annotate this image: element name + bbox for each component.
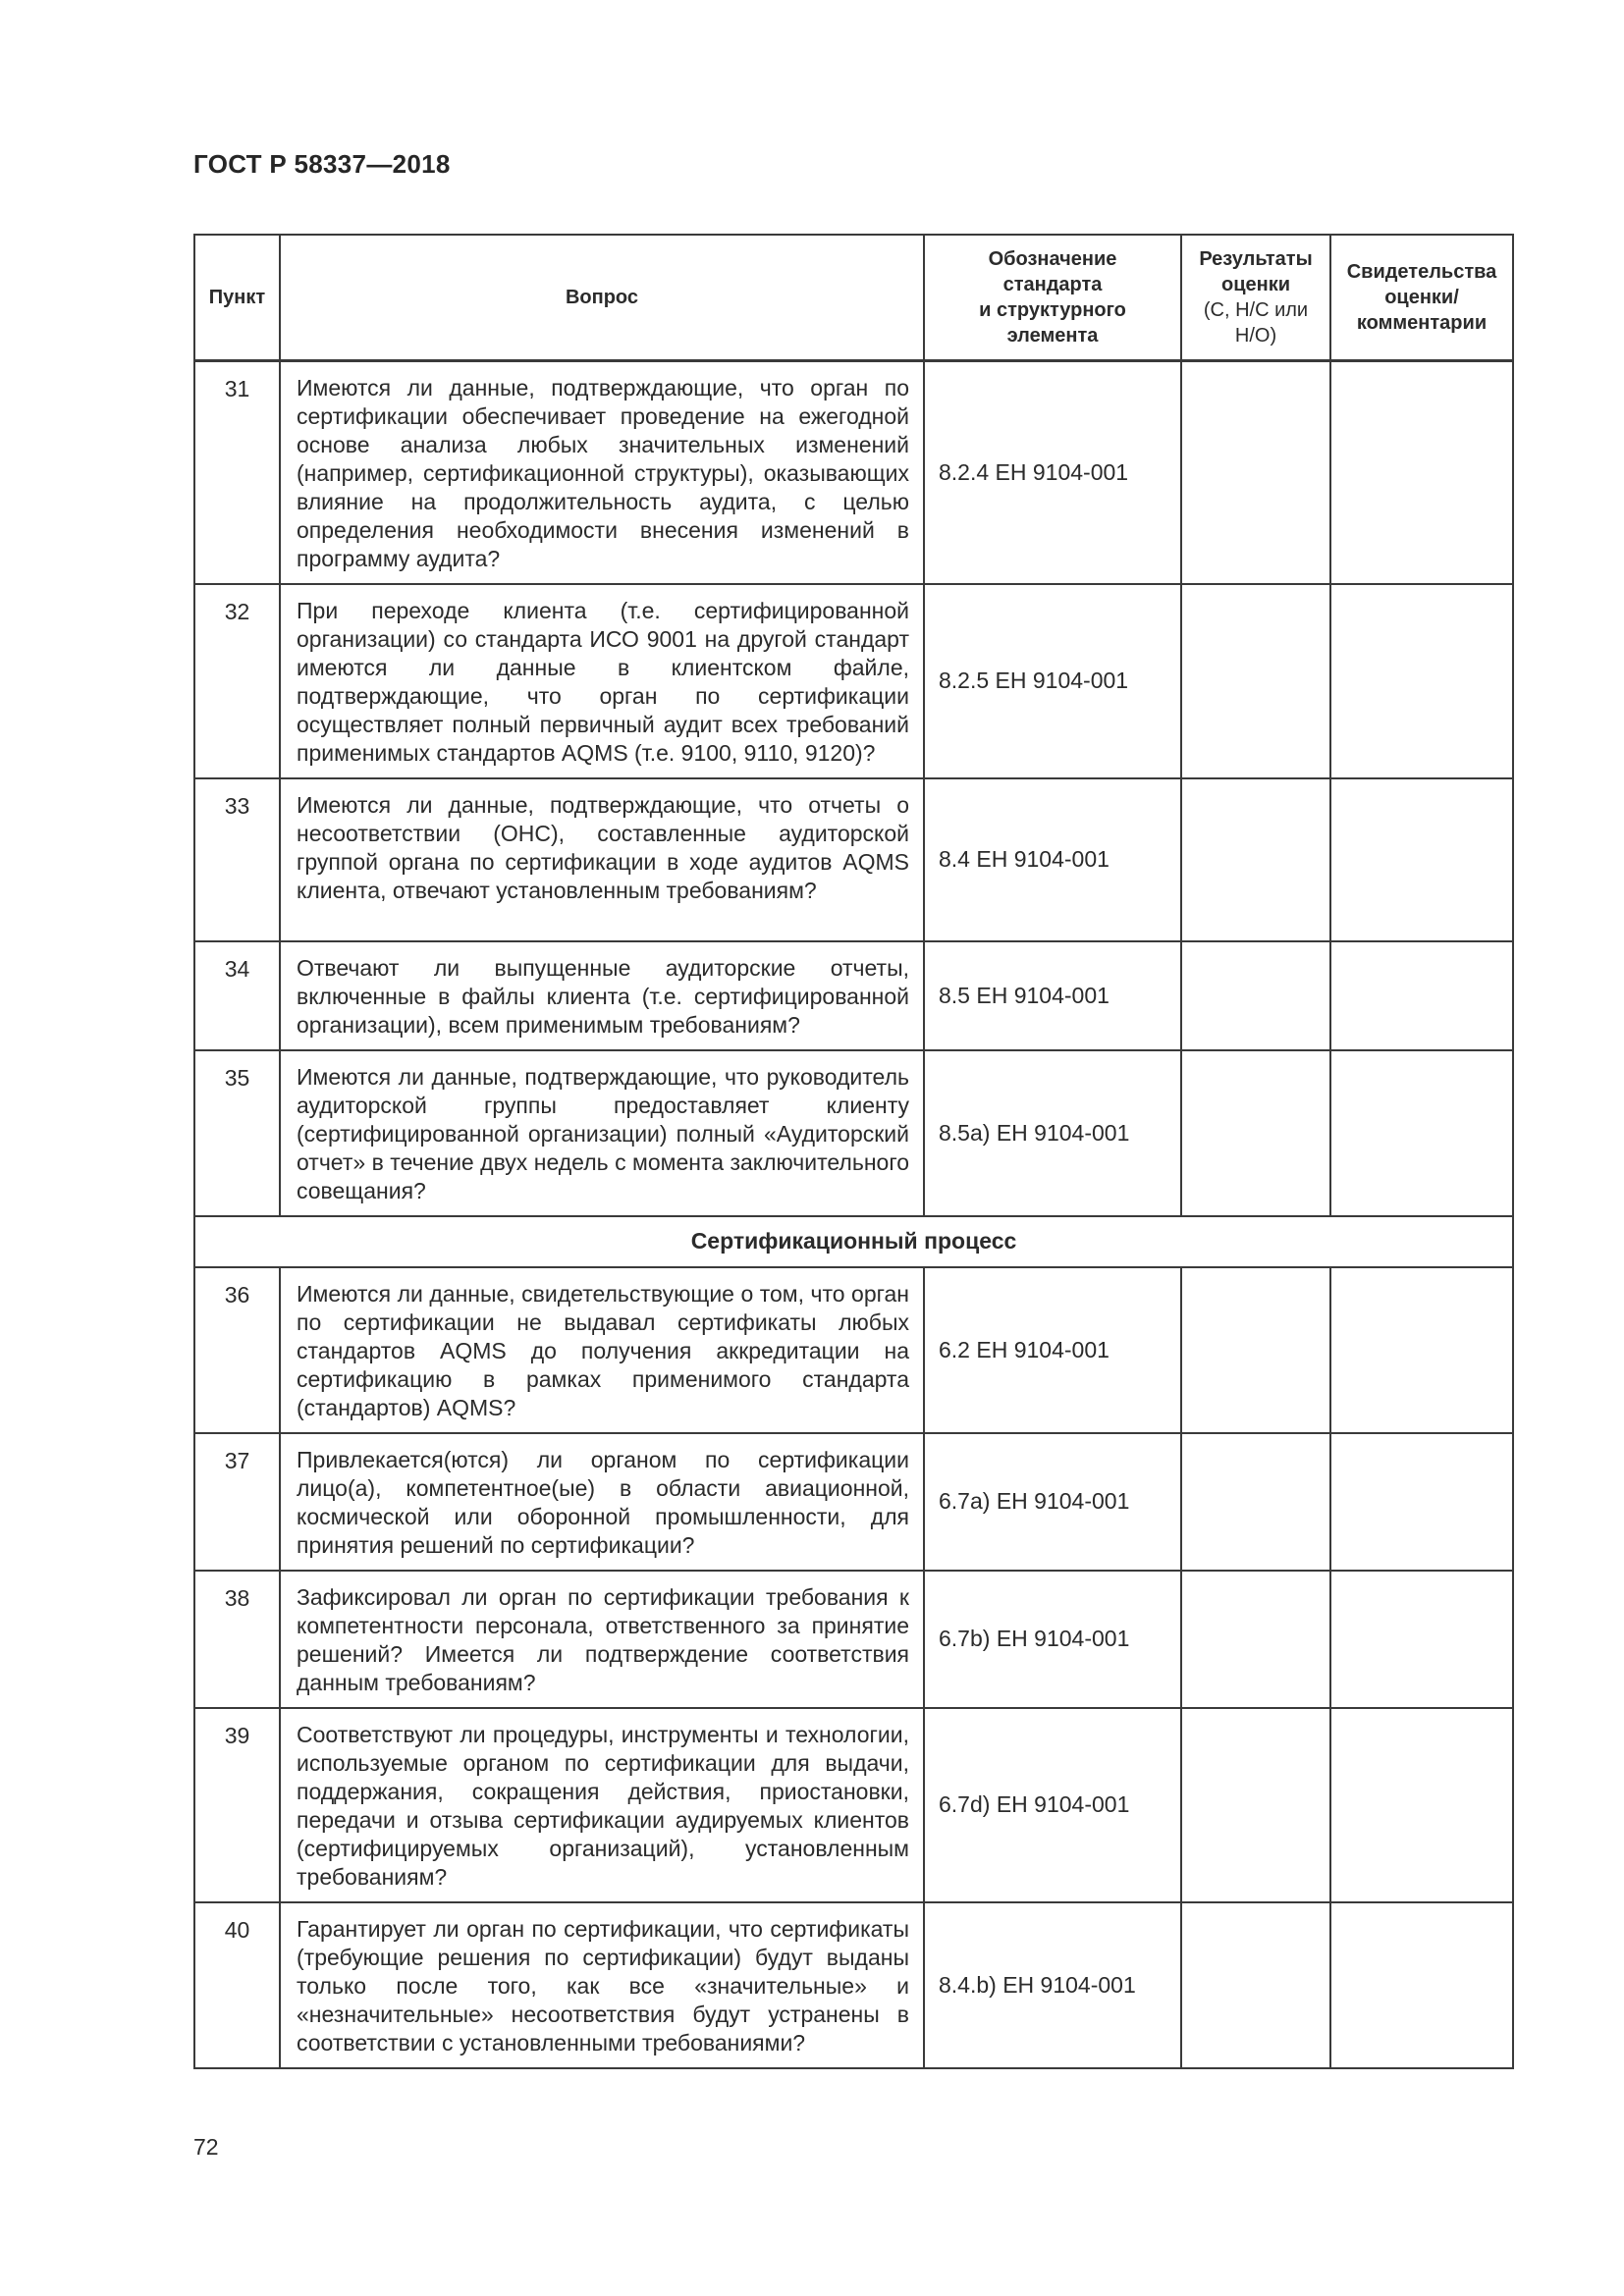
row-result-cell (1181, 1433, 1330, 1571)
row-evidence-cell (1330, 941, 1513, 1050)
row-result-cell (1181, 584, 1330, 778)
row-evidence-cell (1330, 1267, 1513, 1433)
row-question: Гарантирует ли орган по сертификации, что сертификаты (требующие решения по сертификации) будут выданы только после того, как все «значительные» и «незначительные» несоответствия будут устранены в соответствии с установленными требованиями? (280, 1902, 924, 2068)
row-result-cell (1181, 1902, 1330, 2068)
row-reference: 6.7b) ЕН 9104-001 (924, 1571, 1181, 1708)
row-number: 31 (194, 360, 280, 584)
row-number: 34 (194, 941, 280, 1050)
column-header-num: Пункт (194, 235, 280, 360)
row-reference: 8.4.b) ЕН 9104-001 (924, 1902, 1181, 2068)
audit-checklist-table (193, 234, 1514, 2069)
table-header-row (194, 235, 1513, 360)
document-code: ГОСТ Р 58337—2018 (193, 149, 451, 179)
row-evidence-cell (1330, 1708, 1513, 1902)
row-question: Отвечают ли выпущенные аудиторские отчеты, включенные в файлы клиента (т.е. сертифицированной организации), всем применимым требованиям? (280, 941, 924, 1050)
column-header-reference: Обозначение стандарта и структурного элемента (924, 235, 1181, 360)
row-number: 38 (194, 1571, 280, 1708)
row-question: При переходе клиента (т.е. сертифицированной организации) со стандарта ИСО 9001 на другой стандарт имеются ли данные в клиентском файле, подтверждающие, что орган по сертификации осуществляет полный первичный аудит всех требований применимых стандартов AQMS (т.е. 9100, 9110, 9120)? (280, 584, 924, 778)
row-result-cell (1181, 1050, 1330, 1216)
row-question: Зафиксировал ли орган по сертификации требования к компетентности персонала, ответственного за принятие решений? Имеется ли подтверждение соответствия данным требованиям? (280, 1571, 924, 1708)
row-evidence-cell (1330, 584, 1513, 778)
table-row (194, 1267, 1513, 1433)
table-row (194, 778, 1513, 941)
row-reference: 6.7d) ЕН 9104-001 (924, 1708, 1181, 1902)
table-row (194, 941, 1513, 1050)
column-header-result: Результаты оценки (С, Н/С или Н/О) (1181, 235, 1330, 360)
table-row (194, 360, 1513, 584)
row-question: Имеются ли данные, свидетельствующие о том, что орган по сертификации не выдавал сертификаты любых стандартов AQMS до получения аккредитации на сертификацию в рамках применимого стандарта (стандартов) AQMS? (280, 1267, 924, 1433)
row-reference: 6.2 ЕН 9104-001 (924, 1267, 1181, 1433)
row-result-cell (1181, 1708, 1330, 1902)
column-header-evidence: Свидетельства оценки/ комментарии (1330, 235, 1513, 360)
row-reference: 8.5а) ЕН 9104-001 (924, 1050, 1181, 1216)
row-number: 36 (194, 1267, 280, 1433)
row-result-cell (1181, 941, 1330, 1050)
row-number: 37 (194, 1433, 280, 1571)
row-reference: 6.7а) ЕН 9104-001 (924, 1433, 1181, 1571)
row-evidence-cell (1330, 778, 1513, 941)
row-number: 33 (194, 778, 280, 941)
table-row (194, 1708, 1513, 1902)
row-evidence-cell (1330, 360, 1513, 584)
row-evidence-cell (1330, 1571, 1513, 1708)
section-title: Сертификационный процесс (194, 1216, 1513, 1267)
row-reference: 8.2.4 ЕН 9104-001 (924, 360, 1181, 584)
row-number: 40 (194, 1902, 280, 2068)
row-reference: 8.5 ЕН 9104-001 (924, 941, 1181, 1050)
row-reference: 8.4 ЕН 9104-001 (924, 778, 1181, 941)
section-row (194, 1216, 1513, 1267)
row-number: 39 (194, 1708, 280, 1902)
row-question: Имеются ли данные, подтверждающие, что отчеты о несоответствии (ОНС), составленные аудиторской группой органа по сертификации в ходе аудитов AQMS клиента, отвечают установленным требованиям? (280, 778, 924, 941)
row-evidence-cell (1330, 1433, 1513, 1571)
row-evidence-cell (1330, 1902, 1513, 2068)
row-result-cell (1181, 1571, 1330, 1708)
row-question: Привлекается(ются) ли органом по сертификации лицо(а), компетентное(ые) в области авиационной, космической или оборонной промышленности, для принятия решений по сертификации? (280, 1433, 924, 1571)
table-row (194, 1902, 1513, 2068)
table-row (194, 1571, 1513, 1708)
column-header-question: Вопрос (280, 235, 924, 360)
row-number: 32 (194, 584, 280, 778)
row-question: Соответствуют ли процедуры, инструменты и технологии, используемые органом по сертификации для выдачи, поддержания, сокращения действия, приостановки, передачи и отзыва сертификации аудируемых клиентов (сертифицируемых организаций), установленным требованиям? (280, 1708, 924, 1902)
row-result-cell (1181, 1267, 1330, 1433)
row-reference: 8.2.5 ЕН 9104-001 (924, 584, 1181, 778)
row-result-cell (1181, 360, 1330, 584)
row-number: 35 (194, 1050, 280, 1216)
row-evidence-cell (1330, 1050, 1513, 1216)
row-question: Имеются ли данные, подтверждающие, что орган по сертификации обеспечивает проведение на ежегодной основе анализа любых значительных изменений (например, сертификационной структуры), оказывающих влияние на продолжительность аудита, с целью определения необходимости внесения изменений в программу аудита? (280, 360, 924, 584)
page-number: 72 (193, 2134, 219, 2160)
row-result-cell (1181, 778, 1330, 941)
table-row (194, 1433, 1513, 1571)
table-row (194, 584, 1513, 778)
table-row (194, 1050, 1513, 1216)
row-question: Имеются ли данные, подтверждающие, что руководитель аудиторской группы предоставляет клиенту (сертифицированной организации) полный «Аудиторский отчет» в течение двух недель с момента заключительного совещания? (280, 1050, 924, 1216)
